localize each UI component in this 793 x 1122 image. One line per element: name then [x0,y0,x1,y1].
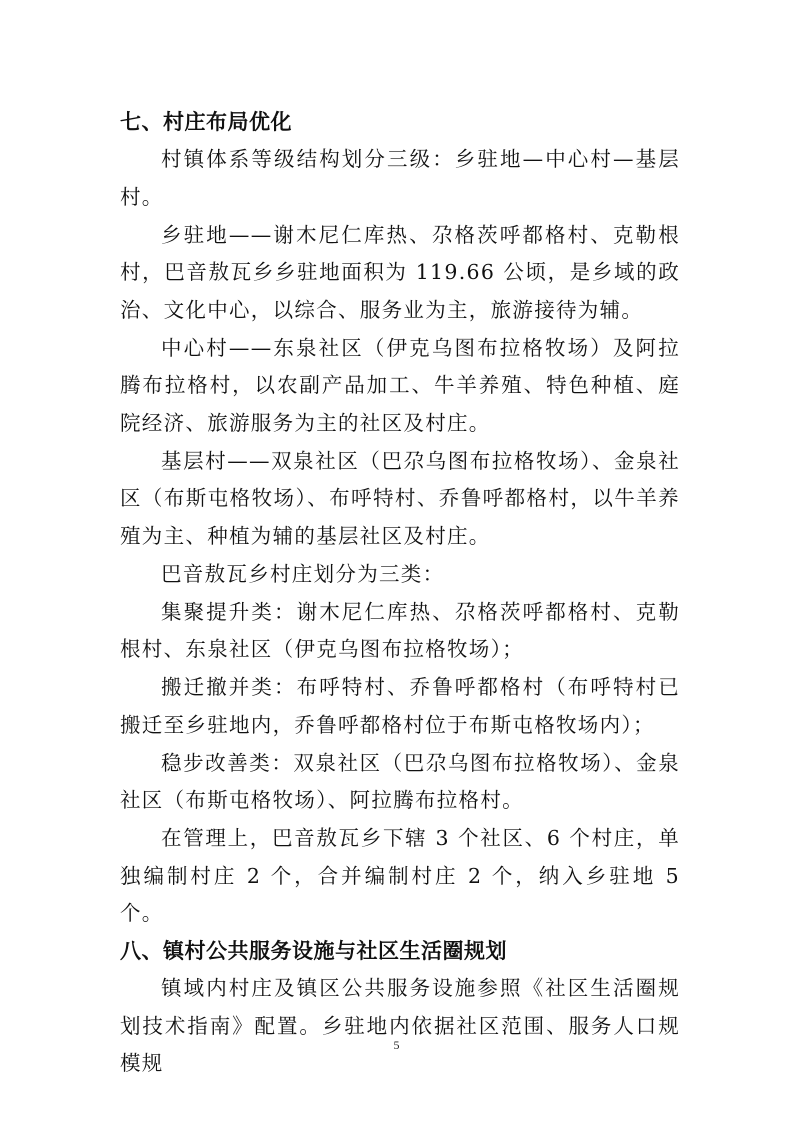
paragraph-public-service-facilities: 镇域内村庄及镇区公共服务设施参照《社区生活圈规划技术指南》配置。乡驻地内依据社区范围、服务人口规模规 [120,976,680,1075]
paragraph-steady-improvement: 稳步改善类：双泉社区（巴尕乌图布拉格牧场）、金泉社区（布斯屯格牧场）、阿拉腾布拉格村。 [120,750,680,812]
section-heading-public-services: 八、镇村公共服务设施与社区生活圈规划 [120,939,507,963]
paragraph-central-village: 中心村——东泉社区（伊克乌图布拉格牧场）及阿拉腾布拉格村，以农副产品加工、牛羊养殖、特色种植、庭院经济、旅游服务为主的社区及村庄。 [120,335,680,435]
section-heading-village-layout: 七、村庄布局优化 [120,110,292,134]
paragraph-village-system: 村镇体系等级结构划分三级：乡驻地—中心村—基层村。 [120,147,680,209]
paragraph-agglomeration-upgrade: 集聚提升类：谢木尼仁库热、尕格茨呼都格村、克勒根村、东泉社区（伊克乌图布拉格牧场）； [120,599,680,661]
paragraph-village-categories: 巴音敖瓦乡村庄划分为三类： [161,561,445,586]
page-content [120,104,680,1083]
paragraph-relocation-merge: 搬迁撤并类：布呼特村、乔鲁呼都格村（布呼特村已搬迁至乡驻地内，乔鲁呼都格村位于布斯屯格牧场内）； [120,675,680,737]
paragraph-management: 在管理上，巴音敖瓦乡下辖 3 个社区、6 个村庄，单独编制村庄 2 个，合并编制村庄 2 个，纳入乡驻地 5 个。 [120,826,680,925]
page-number: 5 [393,1038,400,1052]
paragraph-township-seat: 乡驻地——谢木尼仁库热、尕格茨呼都格村、克勒根村，巴音敖瓦乡乡驻地面积为 119.66 公顷，是乡域的政治、文化中心，以综合、服务业为主，旅游接待为辅。 [120,222,680,322]
paragraph-grassroots-village: 基层村——双泉社区（巴尕乌图布拉格牧场）、金泉社区（布斯屯格牧场）、布呼特村、乔鲁呼都格村，以牛羊养殖为主、种植为辅的基层社区及村庄。 [120,448,680,548]
